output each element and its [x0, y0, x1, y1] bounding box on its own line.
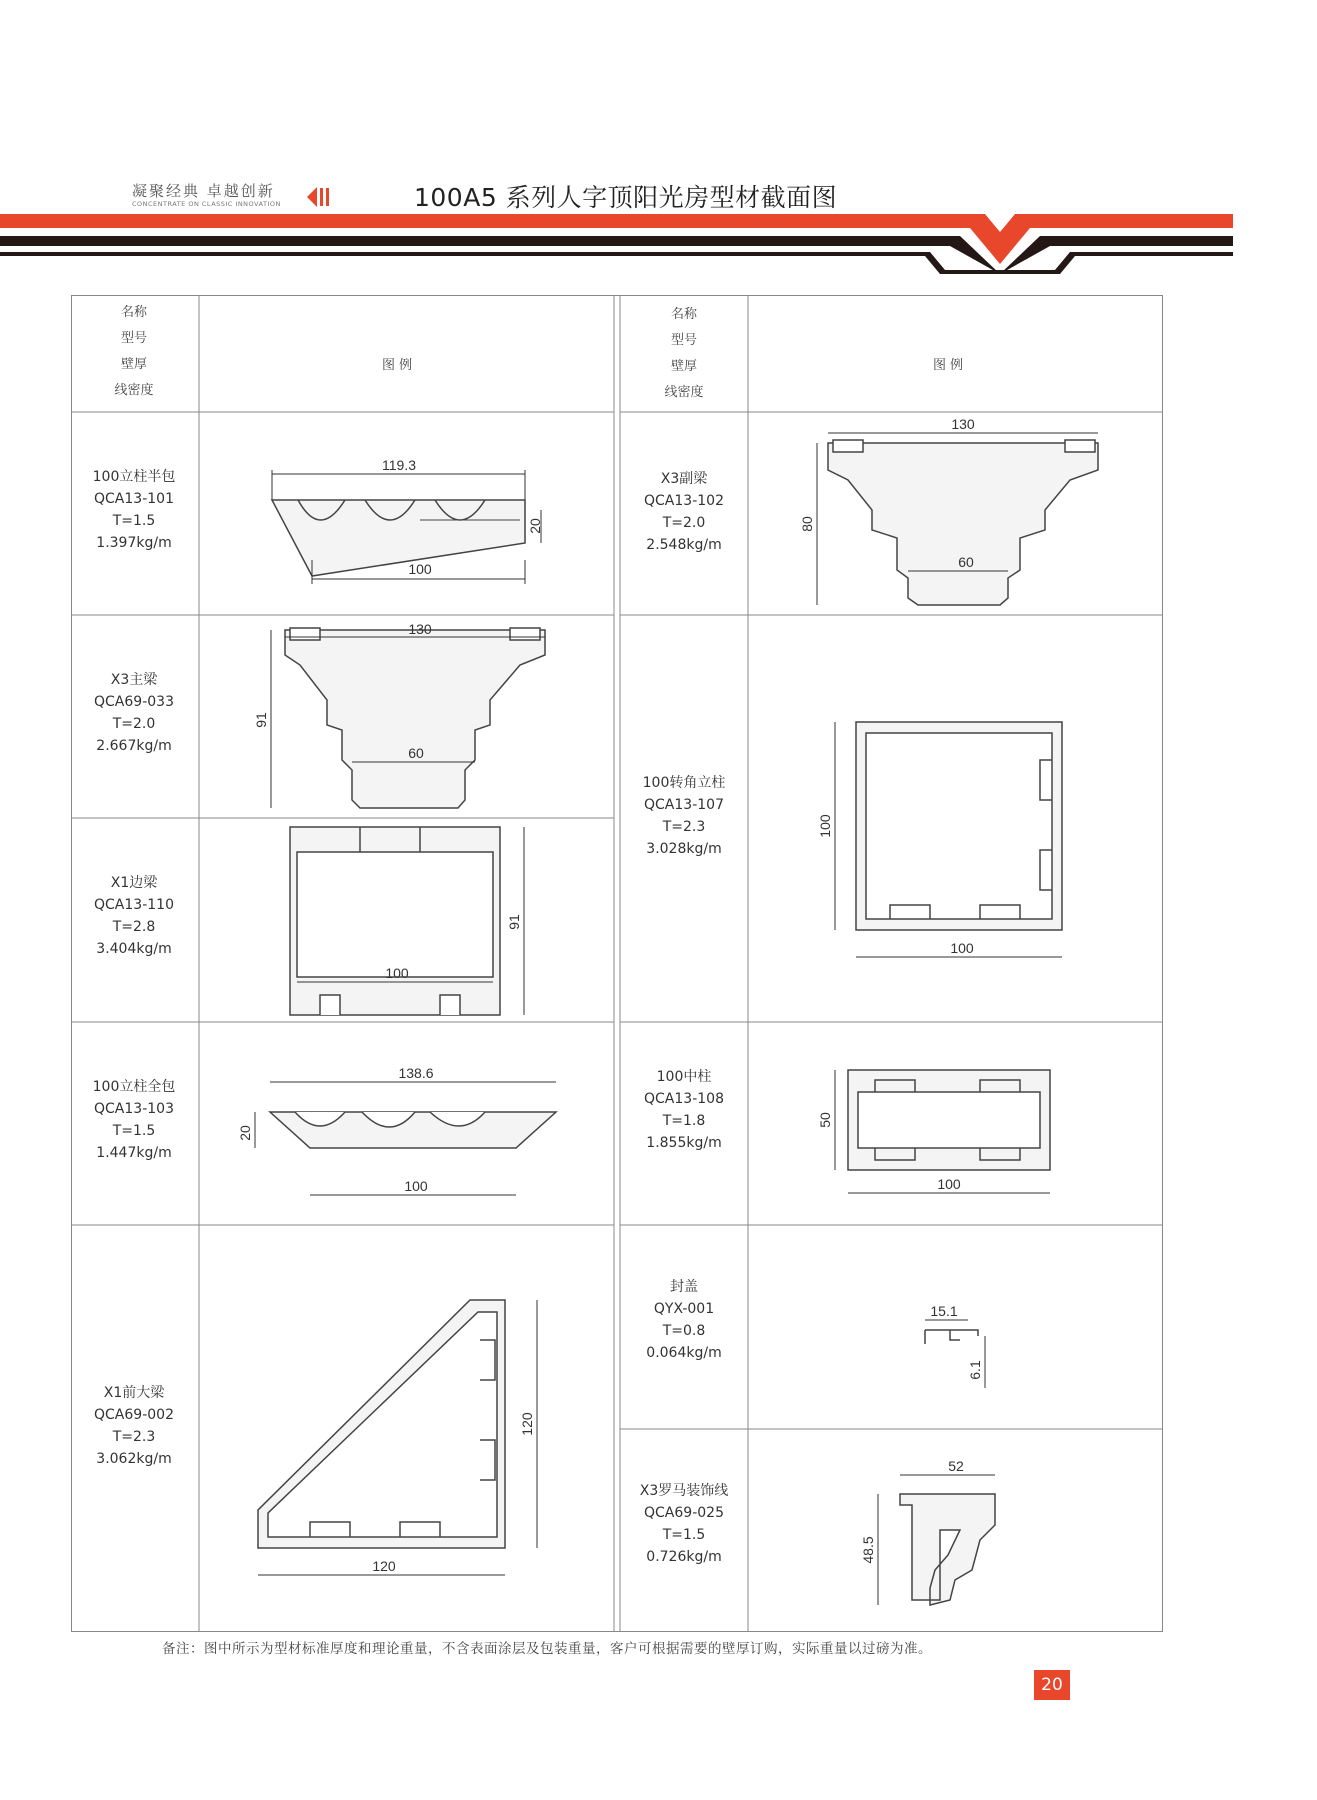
header-thickness: 壁厚: [120, 357, 147, 372]
profile-name: X3罗马装饰线: [639, 1483, 729, 1499]
profile-name: 封盖: [670, 1279, 698, 1295]
header-name: 名称: [120, 305, 147, 320]
profile-density: 3.404kg/m: [96, 941, 172, 957]
dim-width: 119.3: [382, 457, 416, 473]
page-title: 100A5 系列人字顶阳光房型材截面图: [414, 183, 838, 212]
dim-height: 91: [506, 914, 522, 930]
profile-figure-roman-trim: [900, 1494, 995, 1605]
slogan-en: CONCENTRATE ON CLASSIC INNOVATION: [132, 200, 281, 208]
dim-width: 120: [372, 1558, 396, 1574]
profile-name: X3主梁: [110, 672, 158, 688]
profile-name: X1边梁: [110, 875, 158, 891]
dim-height: 80: [799, 516, 815, 532]
profile-model: QCA13-101: [94, 491, 174, 507]
profile-density: 1.447kg/m: [96, 1145, 172, 1161]
dim-width: 15.1: [930, 1303, 958, 1319]
profile-figure-column-half: [272, 500, 525, 576]
profile-figure-side-beam: [290, 827, 500, 1015]
profile-model: QCA69-025: [644, 1505, 724, 1521]
dim-height: 6.1: [967, 1360, 983, 1380]
header-density: 线密度: [114, 383, 154, 398]
profile-thickness: T=0.8: [662, 1323, 706, 1339]
header-figure-left: 图例: [382, 358, 417, 373]
profile-thickness: T=2.3: [662, 819, 706, 835]
header-model: 型号: [670, 333, 697, 348]
profile-thickness: T=2.3: [112, 1429, 156, 1445]
profile-name: X1前大梁: [103, 1385, 165, 1401]
profile-figure-main-beam: [285, 628, 545, 808]
dim-base: 100: [408, 561, 432, 577]
profile-density: 1.855kg/m: [646, 1135, 722, 1151]
profile-figure-corner-column: [856, 722, 1062, 930]
profile-thickness: T=2.8: [112, 919, 156, 935]
dim-inner: 60: [408, 745, 424, 761]
footnote: 备注：图中所示为型材标准厚度和理论重量，不含表面涂层及包装重量，客户可根据需要的壁厚订购，实际重量以过磅为准。: [162, 1641, 932, 1657]
profile-figure-column-full: [270, 1112, 556, 1148]
header-name: 名称: [670, 307, 697, 322]
profile-density: 3.062kg/m: [96, 1451, 172, 1467]
page-number: 20: [1034, 1670, 1070, 1700]
dim-inner: 60: [958, 554, 974, 570]
dim-height: 91: [253, 712, 269, 728]
dim-height: 50: [817, 1112, 833, 1128]
dim-width: 100: [385, 965, 409, 981]
profile-model: QCA69-033: [94, 694, 174, 710]
dim-height: 20: [237, 1125, 253, 1141]
profile-thickness: T=1.8: [662, 1113, 706, 1129]
profile-name: 100立柱全包: [92, 1079, 176, 1095]
header-density: 线密度: [664, 385, 704, 400]
dim-height: 20: [527, 518, 543, 534]
profile-model: QCA13-110: [94, 897, 174, 913]
profile-name: 100立柱半包: [92, 469, 176, 485]
profile-name: 100转角立柱: [642, 775, 726, 791]
profile-density: 2.667kg/m: [96, 738, 172, 754]
dim-height: 120: [519, 1412, 535, 1436]
header-figure-right: 图例: [933, 358, 968, 373]
profile-model: QCA13-103: [94, 1101, 174, 1117]
dim-base: 100: [404, 1178, 428, 1194]
profile-density: 0.726kg/m: [646, 1549, 722, 1565]
dim-width: 130: [408, 621, 432, 637]
dim-width: 52: [948, 1458, 964, 1474]
dim-width: 130: [951, 416, 975, 432]
profile-model: QCA13-108: [644, 1091, 724, 1107]
profile-model: QCA13-102: [644, 493, 724, 509]
profile-thickness: T=2.0: [662, 515, 706, 531]
dim-width: 100: [950, 940, 974, 956]
profile-density: 2.548kg/m: [646, 537, 722, 553]
profile-name: 100中柱: [656, 1069, 712, 1085]
dim-height: 100: [817, 814, 833, 838]
profile-figure-front-beam: [258, 1300, 505, 1548]
profile-model: QCA13-107: [644, 797, 724, 813]
profile-density: 1.397kg/m: [96, 535, 172, 551]
profile-name: X3副梁: [660, 471, 708, 487]
profile-density: 3.028kg/m: [646, 841, 722, 857]
header-thickness: 壁厚: [670, 359, 697, 374]
profile-thickness: T=1.5: [112, 1123, 156, 1139]
profile-figure-cap: [925, 1330, 978, 1344]
dim-width: 138.6: [398, 1065, 434, 1081]
profile-figure-middle-column: [848, 1070, 1050, 1170]
profile-thickness: T=2.0: [112, 716, 156, 732]
header-model: 型号: [120, 331, 147, 346]
profile-model: QCA69-002: [94, 1407, 174, 1423]
profile-density: 0.064kg/m: [646, 1345, 722, 1361]
profile-model: QYX-001: [653, 1301, 715, 1317]
dim-width: 100: [937, 1176, 961, 1192]
dim-height: 48.5: [860, 1536, 876, 1564]
profile-figure-secondary-beam: [828, 440, 1098, 605]
profile-thickness: T=1.5: [662, 1527, 706, 1543]
slogan: 凝聚经典 卓越创新: [132, 182, 275, 200]
profile-thickness: T=1.5: [112, 513, 156, 529]
